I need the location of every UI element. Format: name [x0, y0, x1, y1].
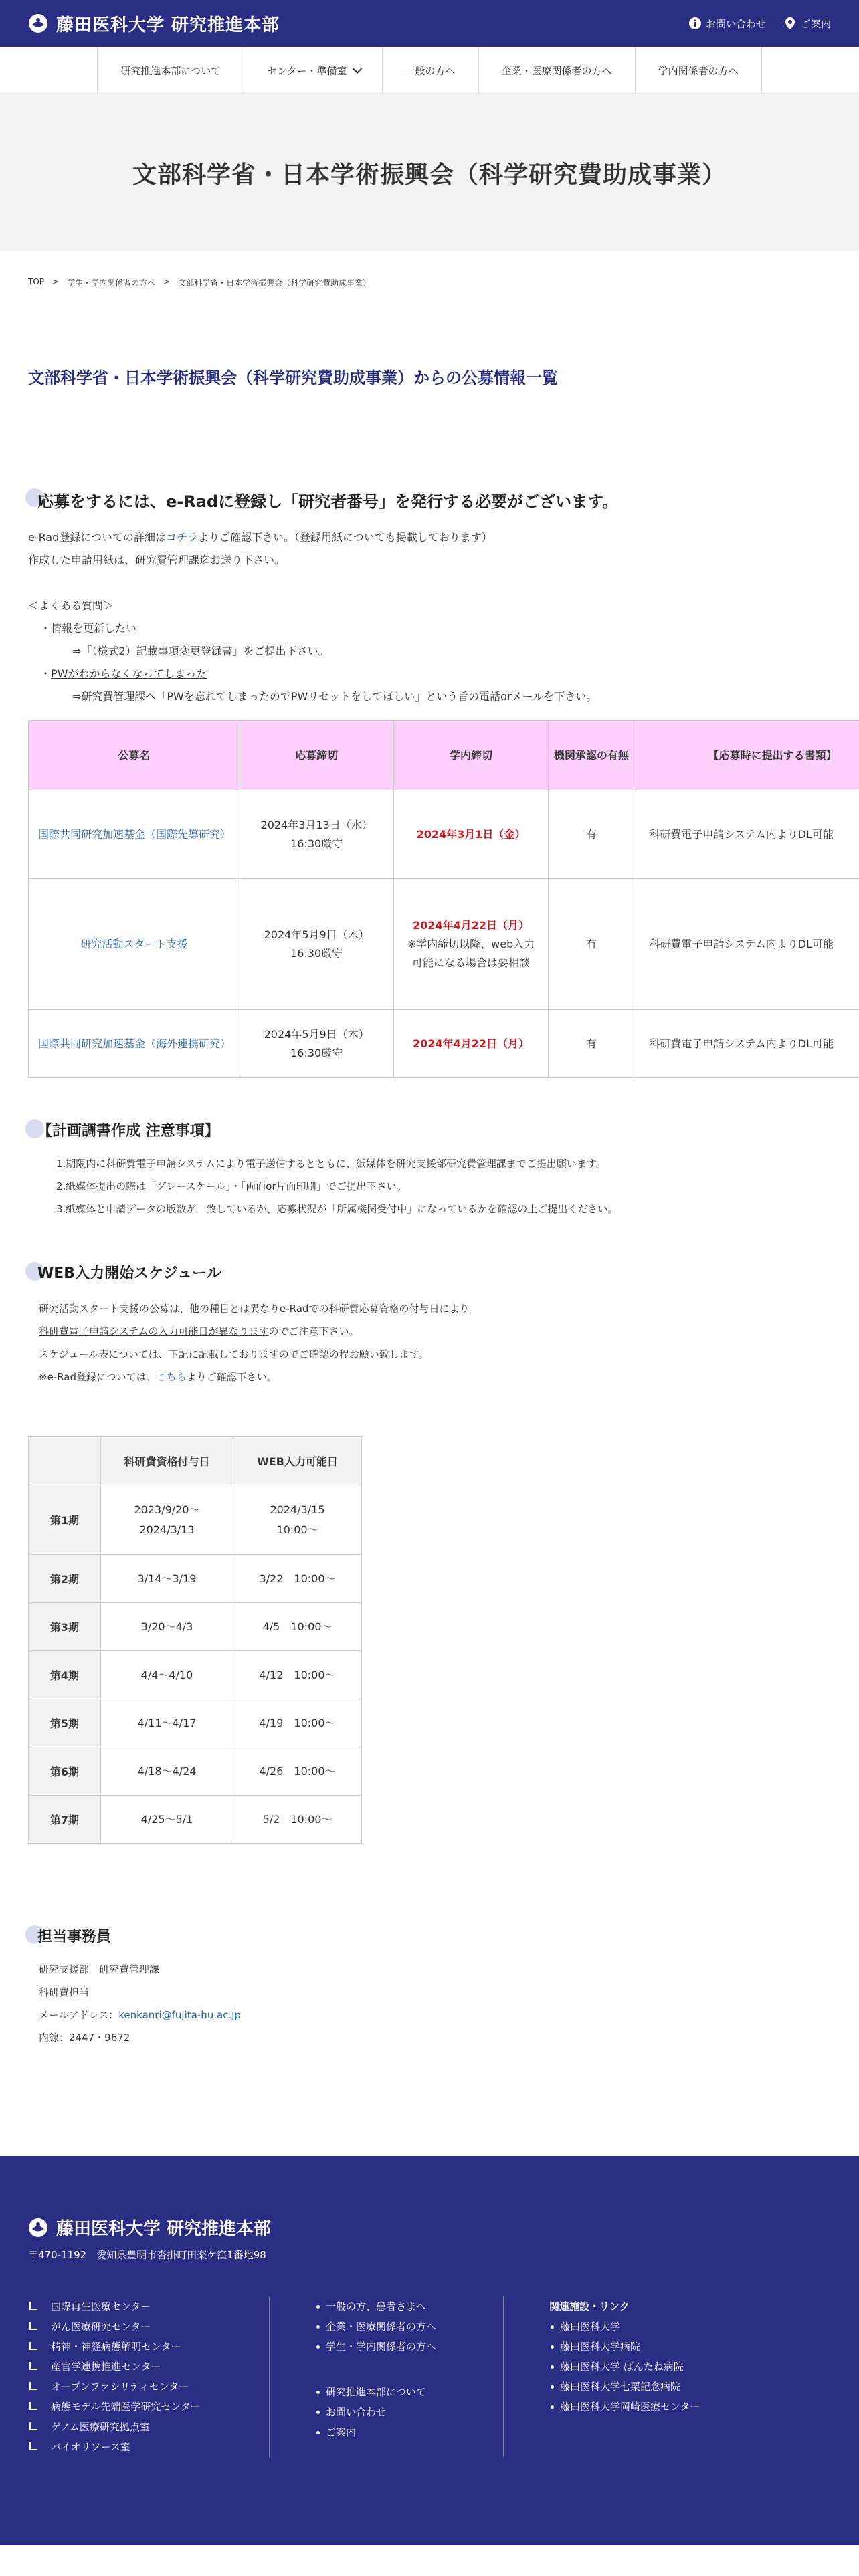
- call-internal-cell: [393, 879, 549, 1010]
- call-internal: 2024年3月1日（金）: [393, 790, 549, 879]
- schedule-grant: 4/4〜4/10: [101, 1651, 233, 1699]
- breadcrumb-sep: >: [52, 277, 60, 286]
- schedule-grant: 4/25〜5/1: [101, 1796, 233, 1844]
- header-name: 公募名: [29, 721, 240, 790]
- footer-related: [503, 2296, 700, 2457]
- erad-link[interactable]: コチラ: [166, 531, 199, 544]
- web-p1-u2: 科研費電子申請システムの入力可能日が異なります: [39, 1325, 269, 1337]
- call-internal: 2024年4月22日（月）: [413, 918, 529, 932]
- call-internal-note: ※学内締切以降、web入力可能になる場合は要相談: [407, 937, 535, 969]
- contact-label: お問い合わせ: [705, 17, 766, 30]
- footer-center-link[interactable]: オープンファシリティセンター: [28, 2377, 269, 2397]
- erad-line2: 作成した申請用紙は、研究費管理課迄お送り下さい。: [28, 554, 286, 566]
- footer-title: 藤田医科大学 研究推進本部: [56, 2219, 272, 2239]
- footer-centers: [28, 2296, 269, 2457]
- schedule-web: 5/2 10:00〜: [233, 1796, 362, 1844]
- web-line2: スケジュール表については、下記に記載しておりますのでご確認の程お願い致します。: [39, 1348, 429, 1360]
- schedule-round: 第5期: [29, 1699, 101, 1747]
- spacer: [28, 572, 831, 595]
- call-docs: 科研費電子申請システム内よりDL可能: [634, 879, 859, 1010]
- footer-address: 〒470-1192 愛知県豊明市沓掛町田楽ケ窪1番地98: [28, 2249, 266, 2261]
- web-p1-pre: 研究活動スタート支援の公募は、他の種目とは異なりe-Radでの: [39, 1303, 329, 1315]
- footer-center-link[interactable]: 精神・神経病態解明センター: [28, 2337, 269, 2357]
- global-nav: [0, 47, 859, 94]
- chevron-down-icon: [353, 64, 362, 74]
- table-header-row: [29, 721, 859, 790]
- footer-center-link[interactable]: 国際再生医療センター: [28, 2296, 269, 2317]
- schedule-web: 3/22 10:00〜: [233, 1555, 362, 1603]
- spacer: [315, 2357, 503, 2382]
- footer-related-link[interactable]: 藤田医科大学七栗記念病院: [549, 2377, 700, 2397]
- call-name-link[interactable]: 研究活動スタート支援: [29, 879, 240, 1010]
- footer-nav-link[interactable]: 研究推進本部について: [315, 2382, 503, 2402]
- schedule-round: 第7期: [29, 1796, 101, 1844]
- erad-section-title: 応募をするには、e-Radに登録し「研究者番号」を発行する必要がございます。: [28, 488, 831, 512]
- web-p1-post: のでご注意下さい。: [268, 1325, 359, 1337]
- main-heading: 文部科学省・日本学術振興会（科学研究費助成事業）からの公募情報一覧: [28, 368, 558, 387]
- calls-table-wrapper[interactable]: [28, 720, 859, 1078]
- notes-item: 2.紙媒体提出の際は「グレースケール」・「両面or片面印刷」でご提出下さい。: [56, 1180, 407, 1192]
- notes-section-title: 【計画調書作成 注意事項】: [28, 1119, 831, 1140]
- web-p1-u1: 科研費応募資格の付与日により: [328, 1303, 470, 1315]
- map-pin-icon: [783, 17, 797, 30]
- site-title: 藤田医科大学 研究推進本部: [56, 15, 280, 35]
- contact-role: 科研費担当: [39, 1986, 90, 1998]
- web-line1a: [39, 1297, 831, 1320]
- access-label: ご案内: [800, 17, 831, 30]
- faq1-question: ・情報を更新したい: [40, 622, 137, 635]
- schedule-row: [29, 1651, 362, 1699]
- breadcrumb: [0, 251, 859, 288]
- footer-center-link[interactable]: バイオリソース室: [28, 2437, 269, 2457]
- contact-tel: 内線：2447・9672: [39, 2032, 130, 2044]
- nav-centers[interactable]: [244, 47, 381, 94]
- schedule-row: [29, 1555, 362, 1603]
- university-logo-icon: [28, 2218, 48, 2238]
- footer: [0, 2156, 859, 2545]
- nav-about-label: 研究推進本部について: [120, 64, 221, 77]
- header-deadline: 応募締切: [240, 721, 393, 790]
- university-logo-icon: [28, 13, 48, 33]
- schedule-table: [28, 1436, 362, 1844]
- erad-line1: [28, 526, 831, 549]
- erad-line1-post: よりご確認下さい。（登録用紙についても掲載しております）: [198, 531, 492, 544]
- contact-section-title: 担当事務員: [28, 1925, 831, 1946]
- schedule-round: 第2期: [29, 1555, 101, 1603]
- schedule-grant: 4/18〜4/24: [101, 1747, 233, 1796]
- schedule-header-row: [29, 1437, 362, 1485]
- call-deadline: 2024年5月9日（木）16:30厳守: [240, 879, 393, 1010]
- call-name-link[interactable]: 国際共同研究加速基金（国際先導研究）: [29, 790, 240, 879]
- faq2-question: ・PWがわからなくなってしまった: [40, 667, 207, 680]
- footer-related-title: 関連施設・リンク: [549, 2300, 630, 2313]
- call-approval: 有: [549, 879, 634, 1010]
- nav-internal-label: 学内関係者の方へ: [658, 64, 739, 77]
- info-icon: [688, 17, 702, 30]
- table-row: [29, 1010, 859, 1078]
- web-p3-post: よりご確認下さい。: [186, 1371, 277, 1383]
- schedule-row: [29, 1699, 362, 1747]
- call-internal: 2024年4月22日（月）: [393, 1010, 549, 1078]
- site-logo[interactable]: [28, 11, 280, 36]
- notes-item: 3.紙媒体と申請データの版数が一致しているか、応募状況が「所属機関受付中」になっているかを確認の上ご提出ください。: [56, 1203, 618, 1215]
- notes-list: [56, 1152, 859, 1220]
- footer-related-link[interactable]: 藤田医科大学岡崎医療センター: [549, 2397, 700, 2417]
- nav-centers-label: センター・準備室: [267, 64, 347, 77]
- erad-line1-pre: e-Rad登録についての詳細は: [28, 531, 167, 544]
- footer-related-link[interactable]: 藤田医科大学: [549, 2317, 700, 2337]
- header-bar: [0, 0, 859, 47]
- schedule-round: 第3期: [29, 1603, 101, 1651]
- faq-title: ＜よくある質問＞: [28, 599, 114, 612]
- faq2-link[interactable]: PWがわからなくなってしまった: [51, 667, 207, 680]
- footer-nav-link[interactable]: お問い合わせ: [315, 2402, 503, 2422]
- footer-related-link[interactable]: 藤田医科大学病院: [549, 2337, 700, 2357]
- call-deadline: 2024年5月9日（木）16:30厳守: [240, 1010, 393, 1078]
- schedule-grant: 3/14〜3/19: [101, 1555, 233, 1603]
- faq1-answer: ⇒「（様式2）記載事項変更登録書」をご提出下さい。: [72, 645, 329, 657]
- footer-center-link[interactable]: がん医療研究センター: [28, 2317, 269, 2337]
- web-section-title: WEB入力開始スケジュール: [28, 1262, 831, 1283]
- web-line1b: [39, 1320, 831, 1343]
- calls-table: [28, 720, 859, 1078]
- schedule-grant: 3/20〜4/3: [101, 1603, 233, 1651]
- schedule-web: 4/26 10:00〜: [233, 1747, 362, 1796]
- footer-related-link[interactable]: 藤田医科大学 ばんたね病院: [549, 2357, 700, 2377]
- table-row: [29, 790, 859, 879]
- web-p3-pre: ※e-Rad登録については、: [39, 1371, 157, 1383]
- schedule-round: 第6期: [29, 1747, 101, 1796]
- breadcrumb-students[interactable]: 学生・学内関係者の方へ: [67, 278, 156, 288]
- header-docs: 【応募時に提出する書類】: [634, 721, 859, 790]
- footer-columns: [28, 2296, 831, 2457]
- schedule-grant: 2023/9/20〜 2024/3/13: [101, 1485, 233, 1555]
- schedule-row: [29, 1796, 362, 1844]
- call-docs: 科研費電子申請システム内よりDL可能: [634, 790, 859, 879]
- contact-mail-label: メールアドレス：: [39, 2009, 119, 2021]
- schedule-header-web: WEB入力可能日: [233, 1437, 362, 1485]
- page-hero: [0, 94, 859, 251]
- schedule-web: 2024/3/15 10:00〜: [233, 1485, 362, 1555]
- page-title: 文部科学省・日本学術振興会（科学研究費助成事業）: [132, 160, 727, 189]
- nav-public[interactable]: [382, 47, 478, 94]
- schedule-web: 4/12 10:00〜: [233, 1651, 362, 1699]
- call-approval: 有: [549, 1010, 634, 1078]
- footer-center-link[interactable]: 病態モデル先端医学研究センター: [28, 2397, 269, 2417]
- schedule-round: 第1期: [29, 1485, 101, 1555]
- schedule-web: 4/19 10:00〜: [233, 1699, 362, 1747]
- schedule-grant: 4/11〜4/17: [101, 1699, 233, 1747]
- call-docs: 科研費電子申請システム内よりDL可能: [634, 1010, 859, 1078]
- contact-link[interactable]: [688, 17, 766, 31]
- breadcrumb-top[interactable]: TOP: [28, 277, 45, 286]
- contact-mail-link[interactable]: kenkanri@fujita-hu.ac.jp: [118, 2009, 241, 2021]
- schedule-row: [29, 1603, 362, 1651]
- contact-mail-line: [39, 2004, 831, 2026]
- footer-nav-link[interactable]: 企業・医療関係者の方へ: [315, 2317, 503, 2337]
- nav-about[interactable]: [97, 47, 244, 94]
- web-text: [28, 1297, 831, 1388]
- nav-industry-label: 企業・医療関係者の方へ: [501, 64, 612, 77]
- nav-internal[interactable]: [635, 47, 762, 94]
- schedule-web: 4/5 10:00〜: [233, 1603, 362, 1651]
- call-name-link[interactable]: 国際共同研究加速基金（海外連携研究）: [29, 1010, 240, 1078]
- faq2-answer: ⇒研究費管理課へ「PWを忘れてしまったのでPWリセットをしてほしい」という旨の電話orメールを下さい。: [72, 690, 597, 703]
- table-row: [29, 879, 859, 1010]
- footer-logo[interactable]: [28, 2215, 831, 2240]
- schedule-row: [29, 1747, 362, 1796]
- footer-nav-link[interactable]: 一般の方、患者さまへ: [315, 2296, 503, 2317]
- web-erad-link[interactable]: こちら: [156, 1371, 187, 1383]
- notes-item: 1.期限内に科研費電子申請システムにより電子送信するとともに、紙媒体を研究支援部研究費管理課までご提出願います。: [56, 1158, 606, 1170]
- footer-center-link[interactable]: ゲノム医療研究拠点室: [28, 2417, 269, 2437]
- nav-industry[interactable]: [478, 47, 635, 94]
- schedule-header-blank: [29, 1437, 101, 1485]
- footer-nav-link[interactable]: 学生・学内関係者の方へ: [315, 2337, 503, 2357]
- access-link[interactable]: [783, 17, 831, 31]
- nav-public-label: 一般の方へ: [405, 64, 456, 77]
- web-line3: [39, 1366, 831, 1388]
- header-approval: 機関承認の有無: [549, 721, 634, 790]
- schedule-header-grant: 科研費資格付与日: [101, 1437, 233, 1485]
- call-deadline: 2024年3月13日（水）16:30厳守: [240, 790, 393, 879]
- faq1-link[interactable]: 情報を更新したい: [51, 622, 137, 635]
- contact-info: [28, 1958, 831, 2049]
- contact-dept: 研究支援部 研究費管理課: [39, 1963, 160, 1975]
- erad-text: [28, 526, 831, 708]
- schedule-round: 第4期: [29, 1651, 101, 1699]
- footer-nav: [269, 2296, 503, 2457]
- schedule-row: [29, 1485, 362, 1555]
- breadcrumb-current: 文部科学省・日本学術振興会（科学研究費助成事業）: [178, 278, 371, 288]
- breadcrumb-sep: >: [163, 277, 171, 286]
- call-approval: 有: [549, 790, 634, 879]
- header-internal: 学内締切: [393, 721, 549, 790]
- footer-nav-link[interactable]: ご案内: [315, 2422, 503, 2442]
- footer-center-link[interactable]: 産官学連携推進センター: [28, 2357, 269, 2377]
- header-links: [688, 17, 831, 31]
